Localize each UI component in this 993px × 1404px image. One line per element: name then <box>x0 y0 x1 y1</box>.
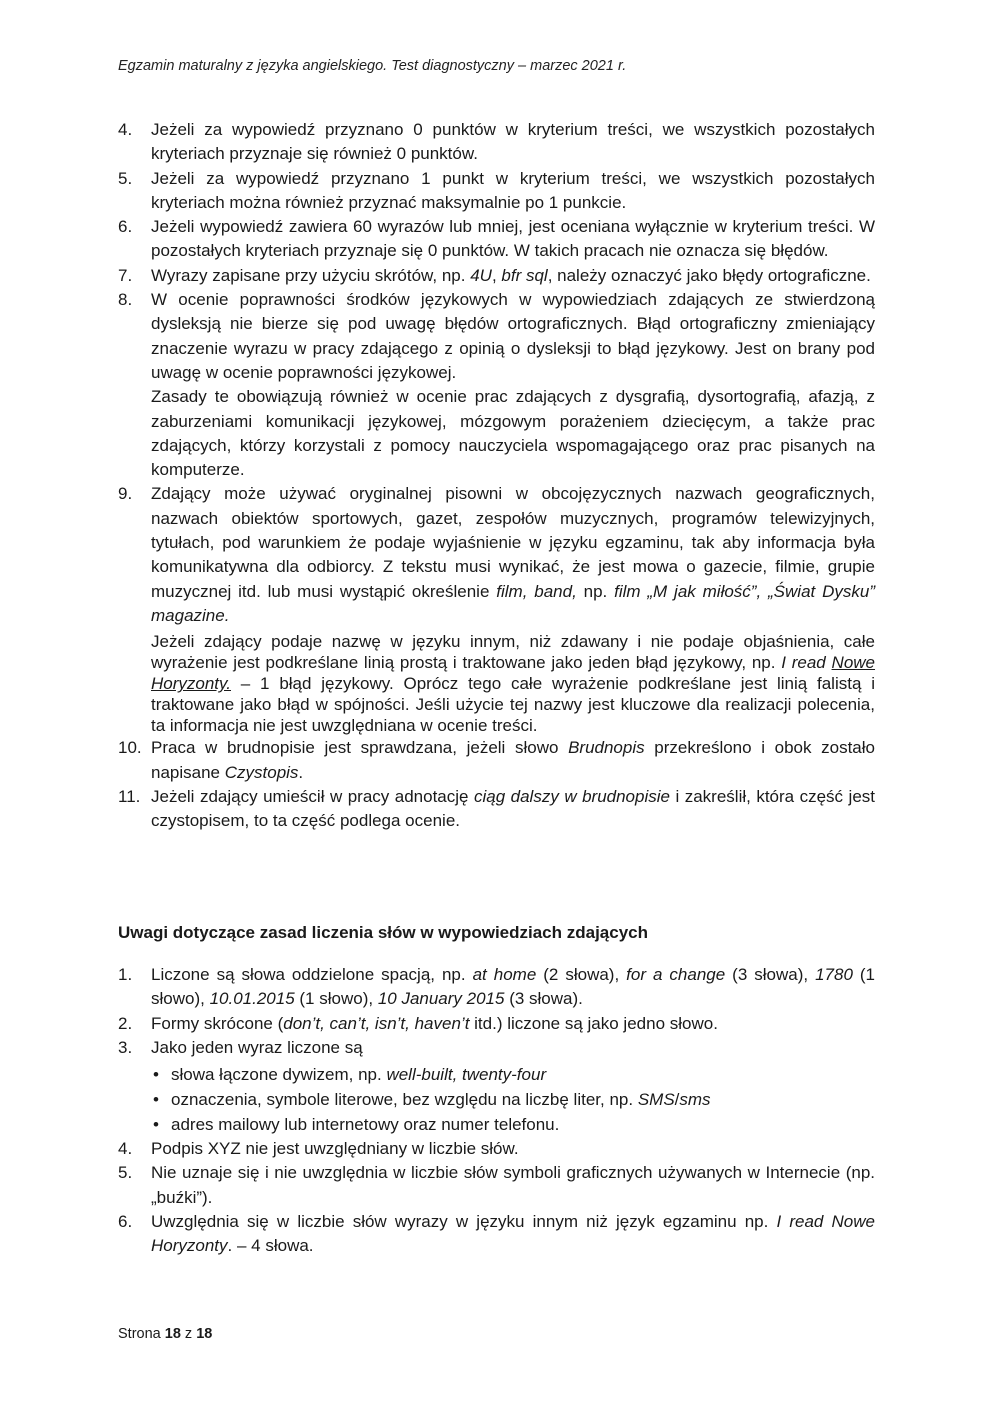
text-run: (3 słowa), <box>725 965 816 984</box>
list-item <box>118 1137 875 1161</box>
list-item <box>118 167 875 216</box>
list-item <box>118 264 875 288</box>
item-text: Nie uznaje się i nie uwzględnia w liczbie słów symboli graficznych używanych w Internecie (np. „buźki”). <box>151 1163 875 1207</box>
bullet-icon: • <box>153 1115 159 1135</box>
text-run: . – 4 słowa. <box>227 1236 314 1256</box>
italic-run: for a change <box>626 965 726 984</box>
item-text <box>151 736 875 785</box>
italic-run: 1780 <box>815 965 853 984</box>
item-number: 8. <box>118 290 133 310</box>
item-text: Jeżeli za wypowiedź przyznano 1 punkt w kryterium treści, we wszystkich pozostałych kryteriach można również przyznać maksymalnie po 1 punkcie. <box>151 168 875 212</box>
paragraph <box>151 482 875 628</box>
item-number: 9. <box>118 484 133 504</box>
bullet-item <box>151 1087 875 1112</box>
list-item <box>118 963 875 1012</box>
list-item <box>118 785 875 834</box>
text-run: / <box>674 1090 680 1110</box>
footer-label: Strona <box>118 1326 165 1342</box>
section-title: Uwagi dotyczące zasad liczenia słów w wypowiedziach zdających <box>118 923 649 942</box>
italic-run: sms <box>679 1090 711 1110</box>
italic-run: film „M jak miłość”, „Świat Dysku” magazine. <box>151 581 875 625</box>
item-number: 10. <box>118 738 142 758</box>
item-text <box>151 963 875 1012</box>
italic-run: Brudnopis <box>568 738 645 758</box>
text-run: przekreślono i obok zostało napisane <box>151 738 875 782</box>
page-footer <box>118 1326 212 1342</box>
text-run: (2 słowa), <box>536 965 627 984</box>
text-run: itd.) liczone są jako jedno słowo. <box>469 1013 718 1033</box>
page-header: Egzamin maturalny z języka angielskiego. Test diagnostyczny – marzec 2021 r. <box>118 58 627 74</box>
paragraph <box>151 631 875 736</box>
bullet-icon: • <box>153 1090 159 1110</box>
item-text <box>151 264 875 288</box>
page-number: 18 <box>164 1326 181 1342</box>
italic-run: I read <box>781 653 826 673</box>
item-number: 5. <box>118 1163 133 1183</box>
item-number: 1. <box>118 965 133 984</box>
text-run: np. <box>576 581 615 601</box>
text-run: oznaczenia, symbole literowe, bez względu na liczbę liter, np. <box>171 1090 638 1110</box>
item-number: 5. <box>118 168 133 188</box>
item-number: 7. <box>118 265 133 285</box>
text-run: Formy skrócone ( <box>151 1013 284 1033</box>
item-number: 6. <box>118 1212 133 1232</box>
list-item <box>118 1036 875 1137</box>
italic-run: SMS <box>637 1090 675 1110</box>
item-text <box>151 1036 875 1137</box>
item-number: 4. <box>118 1139 133 1159</box>
text-run: , należy oznaczyć jako błędy ortograficzne. <box>547 265 871 285</box>
footer-label: z <box>180 1326 197 1342</box>
item-number: 2. <box>118 1013 133 1033</box>
text-run: Liczone są słowa oddzielone spacją, np. <box>151 965 473 984</box>
item-number: 3. <box>118 1037 133 1057</box>
bullet-item <box>151 1062 875 1087</box>
text-run: Zdający może używać oryginalnej pisowni w obcojęzycznych nazwach geograficznych, nazwach obiektów sportowych, gazet, zespołów muzycznych, programów telewizyjnych, tytułach, pod warunkiem że podaje wyjaśnienie w języku egzaminu, tak aby informacja była komunikatywna dla odbiorcy. Z tekstu musi wynikać, że jest mowa o gazecie, filmie, grupie muzycznej itd. lub musi wystąpić określenie <box>151 484 875 601</box>
italic-run: Czystopis <box>224 762 299 782</box>
item-text: Jeżeli za wypowiedź przyznano 0 punktów w kryterium treści, we wszystkich pozostałych kryteriach przyznaje się również 0 punktów. <box>151 120 875 164</box>
italic-run: ciąg dalszy w brudnopisie <box>473 786 670 806</box>
text-run: (1 słowo), <box>151 965 875 1009</box>
word-count-rules-list <box>118 963 875 1259</box>
list-item <box>118 736 875 785</box>
italic-run: film, band, <box>496 581 577 601</box>
italic-run: 4U <box>470 265 492 285</box>
item-number: 11. <box>118 786 141 806</box>
paragraph: Zasady te obowiązują również w ocenie prac zdających z dysgrafią, dysortografią, afazją, z zaburzeniami komunikacji językowej, mózgowym porażeniem dziecięcym, a także prac zdających, którzy korzystali z pomocy nauczyciela wspomagającego oraz prac pisanych na komputerze. <box>151 387 875 480</box>
text-run: (3 słowa). <box>504 989 583 1009</box>
page-total: 18 <box>196 1326 213 1342</box>
list-item <box>118 482 875 736</box>
text-run: słowa łączone dywizem, np. <box>171 1065 387 1085</box>
bullet-list <box>151 1062 875 1137</box>
item-text <box>151 785 875 834</box>
text-run: i zakreślił, która część jest czystopisem, to ta część podlega ocenie. <box>151 786 875 831</box>
text-run: (1 słowo), <box>294 989 378 1009</box>
list-item <box>118 1012 875 1036</box>
scoring-rules-list <box>118 118 875 833</box>
italic-run: I read Nowe Horyzonty <box>151 1212 875 1256</box>
list-item <box>118 288 875 482</box>
bullet-icon: • <box>153 1065 159 1085</box>
list-item <box>118 1161 875 1210</box>
text-run: adres mailowy lub internetowy oraz numer telefonu. <box>171 1115 560 1135</box>
text-run: . <box>298 762 304 782</box>
bullet-item <box>151 1112 875 1137</box>
list-item <box>118 215 875 264</box>
text-run: Wyrazy zapisane przy użyciu skrótów, np. <box>151 265 471 285</box>
underlined-example: Nowe Horyzonty. <box>151 653 876 694</box>
text-run: Jeżeli zdający umieścił w pracy adnotację <box>151 786 474 806</box>
italic-run: well-built, twenty-four <box>386 1065 547 1085</box>
list-item <box>118 118 875 167</box>
italic-run: at home <box>472 965 537 984</box>
item-number: 4. <box>118 120 133 139</box>
item-text: Jeżeli wypowiedź zawiera 60 wyrazów lub mniej, jest oceniana wyłącznie w kryterium treści. W pozostałych kryteriach przyznaje się 0 punktów. W takich pracach nie oznacza się błędów. <box>151 217 875 261</box>
text-run: Praca w brudnopisie jest sprawdzana, jeżeli słowo <box>151 738 569 758</box>
list-item <box>118 1210 875 1259</box>
text-run: Uwzględnia się w liczbie słów wyrazy w języku innym niż język egzaminu np. <box>151 1212 777 1232</box>
item-lead: Jako jeden wyraz liczone są <box>151 1037 363 1057</box>
italic-run: 10.01.2015 <box>209 989 295 1009</box>
item-text <box>151 482 875 736</box>
item-text <box>151 1012 875 1036</box>
text-run: Jeżeli zdający podaje nazwę w języku innym, niż zdawany i nie podaje objaśnienia, całe wyrażenie jest podkreślane linią prostą i traktowane jako jeden błąd językowy, np. <box>151 632 875 673</box>
item-number: 6. <box>118 217 133 237</box>
italic-run: bfr sql <box>501 265 548 285</box>
item-text: Podpis XYZ nie jest uwzględniany w liczbie słów. <box>151 1139 519 1159</box>
paragraph: W ocenie poprawności środków językowych w wypowiedziach zdających ze stwierdzoną dysleksją nie bierze się pod uwagę błędów ortograficznych. Błąd ortograficzny zmieniający znaczenie wyrazu w pracy zdającego z opinią o dysleksji to błąd językowy. Jest on brany pod uwagę w ocenie poprawności językowej. <box>151 290 875 382</box>
text-run: , <box>491 265 502 285</box>
item-text <box>151 1210 875 1259</box>
italic-run: don’t, can’t, isn’t, haven’t <box>283 1013 470 1033</box>
text-run: – 1 błąd językowy. Oprócz tego całe wyrażenie podkreślane jest linią falistą i traktowane jako błąd w spójności. Jeśli użycie tej nazwy jest kluczowe dla realizacji polecenia, ta informacja nie jest uwzględniana w ocenie treści. <box>151 674 875 736</box>
italic-run: 10 January 2015 <box>377 989 505 1009</box>
item-text <box>151 288 875 482</box>
